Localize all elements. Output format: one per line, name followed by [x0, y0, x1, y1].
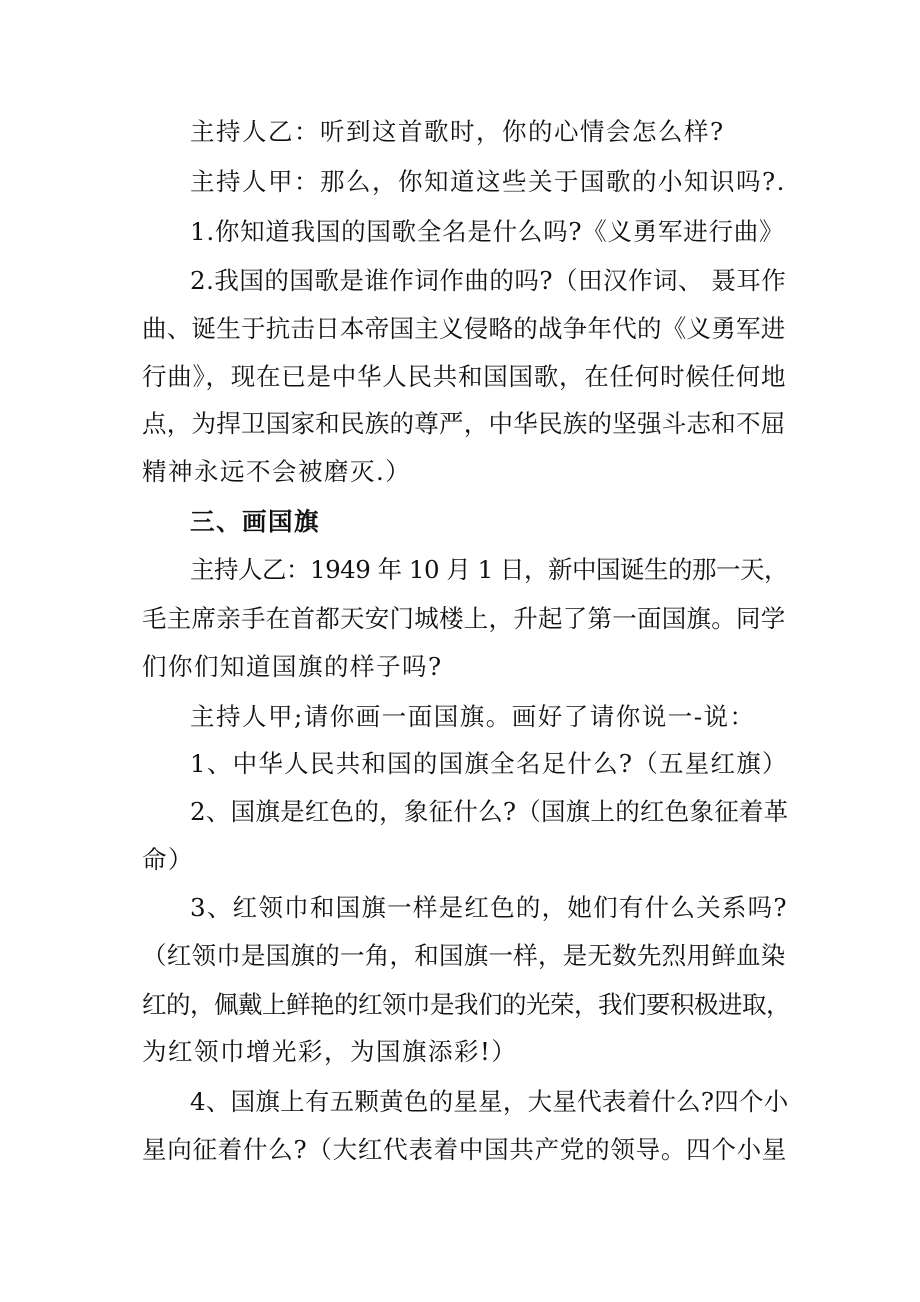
paragraph-line: 命） [142, 845, 194, 874]
paragraph-line: 1、中华人民共和国的国旗全名足什么?（五星红旗） [190, 749, 788, 778]
paragraph-line: 行曲》，现在已是中华人民共和国国歌，在任何时候任何地 [142, 362, 787, 391]
paragraph-line: 为红领巾增光彩，为国旗添彩!） [142, 1037, 518, 1066]
paragraph-line: 曲、诞生于抗击日本帝国主义侵略的战争年代的《义勇军进 [142, 314, 786, 343]
paragraph-line: 们你们知道国旗的样子吗? [142, 652, 443, 681]
paragraph-line: 主持人乙：听到这首歌时，你的心情会怎么样? [190, 117, 725, 146]
paragraph-line: 2.我国的国歌是谁作词作曲的吗?（田汉作词、 聂耳作 [190, 266, 787, 295]
paragraph-line: 红的，佩戴上鲜艳的红领巾是我们的光荣，我们要积极进取， [142, 990, 790, 1019]
paragraph-line: 4、国旗上有五颗黄色的星星，大星代表着什么?四个小 [190, 1087, 789, 1116]
paragraph-line: 主持人乙：1949 年 10 月 1 日，新中国诞生的那一天， [190, 555, 789, 584]
section-heading: 三、画国旗 [190, 507, 320, 536]
paragraph-line: 3、红领巾和国旗一样是红色的，她们有什么关系吗? [190, 893, 788, 922]
paragraph-line: 主持人甲;请你画一面国旗。画好了请你说一-说： [190, 702, 756, 731]
paragraph-line: （红领巾是国旗的一角，和国旗一样，是无数先烈用鲜血染 [142, 941, 786, 970]
paragraph-line: 星向征着什么?（大红代表着中国共产党的领导。四个小星 [142, 1135, 788, 1164]
paragraph-line: 精神永远不会被磨灭.） [142, 457, 412, 486]
paragraph-line: 毛主席亲手在首都天安门城楼上，升起了第一面国旗。同学 [142, 604, 786, 633]
paragraph-line: 点，为捍卫国家和民族的尊严，中华民族的坚强斗志和不屈 [142, 409, 786, 438]
paragraph-line: 1.你知道我国的国歌全名是什么吗?《义勇军进行曲》 [190, 217, 785, 246]
paragraph-line: 主持人甲：那么，你知道这些关于国歌的小知识吗?. [190, 167, 786, 196]
paragraph-line: 2、国旗是红色的，象征什么?（国旗上的红色象征着革 [190, 797, 789, 826]
